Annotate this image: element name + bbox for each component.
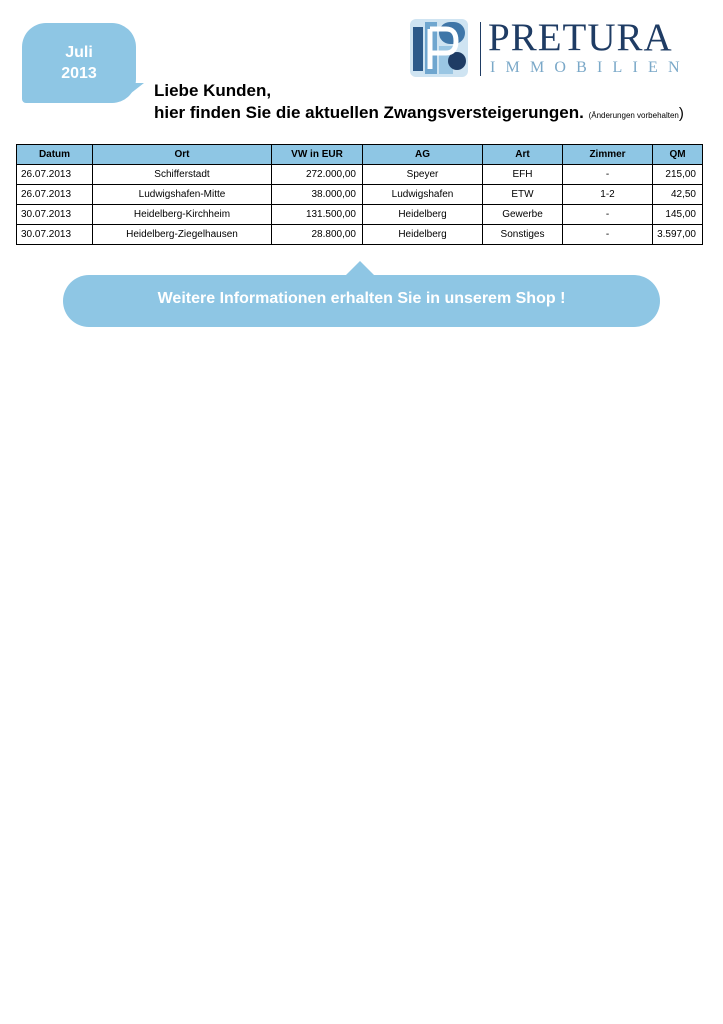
cell-qm: 215,00 xyxy=(653,165,703,185)
logo-name: PRETURA xyxy=(488,16,673,59)
cell-art: Sonstiges xyxy=(483,225,563,245)
auction-table-wrap xyxy=(16,144,702,245)
header-zimmer: Zimmer xyxy=(563,145,653,165)
cell-vw: 28.800,00 xyxy=(272,225,363,245)
cell-qm: 42,50 xyxy=(653,185,703,205)
cell-zimmer: 1-2 xyxy=(563,185,653,205)
table-header-row xyxy=(17,145,703,165)
table-row xyxy=(17,185,703,205)
cell-ort: Schifferstadt xyxy=(93,165,272,185)
cell-zimmer: - xyxy=(563,205,653,225)
cell-art: ETW xyxy=(483,185,563,205)
cell-datum: 30.07.2013 xyxy=(17,205,93,225)
cell-qm: 145,00 xyxy=(653,205,703,225)
header-ort: Ort xyxy=(93,145,272,165)
year-label: 2013 xyxy=(61,65,97,82)
greeting-line2 xyxy=(154,102,684,127)
cell-ort: Heidelberg-Ziegelhausen xyxy=(93,225,272,245)
header-ag: AG xyxy=(363,145,483,165)
cell-ag: Speyer xyxy=(363,165,483,185)
logo-subtitle: IMMOBILIEN xyxy=(490,59,690,76)
cell-ag: Heidelberg xyxy=(363,205,483,225)
table-row xyxy=(17,165,703,185)
month-badge xyxy=(22,23,136,103)
cell-vw: 131.500,00 xyxy=(272,205,363,225)
cell-zimmer: - xyxy=(563,165,653,185)
greeting-line2-text: hier finden Sie die aktuellen Zwangsversteigerungen. xyxy=(154,103,584,122)
cell-vw: 38.000,00 xyxy=(272,185,363,205)
cell-zimmer: - xyxy=(563,225,653,245)
logo-mark-icon xyxy=(410,19,468,77)
table-row xyxy=(17,225,703,245)
cell-ag: Heidelberg xyxy=(363,225,483,245)
cell-ag: Ludwigshafen xyxy=(363,185,483,205)
cell-art: EFH xyxy=(483,165,563,185)
greeting-line1: Liebe Kunden, xyxy=(154,81,272,100)
cell-vw: 272.000,00 xyxy=(272,165,363,185)
cell-datum: 26.07.2013 xyxy=(17,185,93,205)
greeting xyxy=(154,80,684,127)
cell-art: Gewerbe xyxy=(483,205,563,225)
shop-info-text: Weitere Informationen erhalten Sie in unserem Shop ! xyxy=(157,290,566,307)
month-label: Juli xyxy=(65,44,93,61)
header-datum: Datum xyxy=(17,145,93,165)
auction-table xyxy=(16,144,703,245)
cell-datum: 30.07.2013 xyxy=(17,225,93,245)
logo-divider xyxy=(480,22,481,76)
table-row xyxy=(17,205,703,225)
greeting-note-close: ) xyxy=(678,105,684,122)
header-art: Art xyxy=(483,145,563,165)
greeting-note: (Änderungen vorbehalten xyxy=(588,111,679,120)
header-qm: QM xyxy=(653,145,703,165)
cell-datum: 26.07.2013 xyxy=(17,165,93,185)
cell-qm: 3.597,00 xyxy=(653,225,703,245)
pretura-logo xyxy=(410,18,700,80)
shop-info-banner xyxy=(63,275,660,327)
cell-ort: Ludwigshafen-Mitte xyxy=(93,185,272,205)
header-vw: VW in EUR xyxy=(272,145,363,165)
cell-ort: Heidelberg-Kirchheim xyxy=(93,205,272,225)
